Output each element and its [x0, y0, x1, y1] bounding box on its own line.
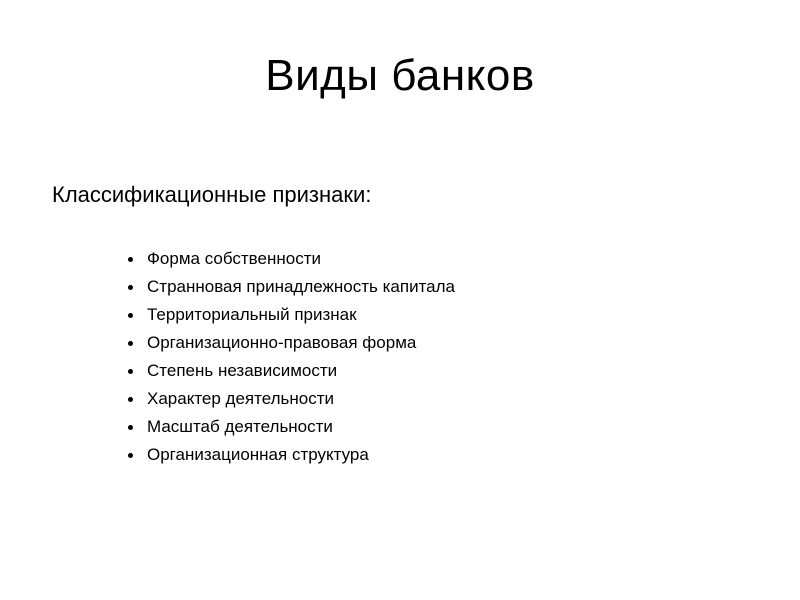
bullet-item: [128, 329, 455, 357]
bullet-item: [128, 441, 455, 469]
bullet-text: Странновая принадлежность капитала: [147, 277, 456, 296]
bullet-item: [128, 245, 455, 273]
bullet-dot-icon: [128, 313, 133, 318]
bullet-dot-icon: [128, 397, 133, 402]
bullet-item: [128, 273, 455, 301]
bullet-item: [128, 413, 455, 441]
slide-title: Виды банков: [265, 51, 535, 100]
bullet-dot-icon: [128, 369, 133, 374]
bullet-dot-icon: [128, 285, 133, 290]
bullet-text: Характер деятельности: [147, 389, 335, 408]
bullet-text: Организационно-правовая форма: [147, 333, 417, 352]
bullet-text: Степень независимости: [147, 361, 338, 380]
bullet-dot-icon: [128, 425, 133, 430]
bullet-text: Территориальный признак: [147, 305, 357, 324]
bullet-item: [128, 301, 455, 329]
bullet-text: Масштаб деятельности: [147, 417, 333, 436]
bullet-list: [128, 245, 455, 469]
bullet-dot-icon: [128, 257, 133, 262]
bullet-item: [128, 385, 455, 413]
bullet-text: Организационная структура: [147, 445, 369, 464]
bullet-item: [128, 357, 455, 385]
bullet-dot-icon: [128, 453, 133, 458]
bullet-text: Форма собственности: [147, 249, 321, 268]
slide-subtitle: Классификационные признаки:: [52, 182, 372, 207]
bullet-dot-icon: [128, 341, 133, 346]
